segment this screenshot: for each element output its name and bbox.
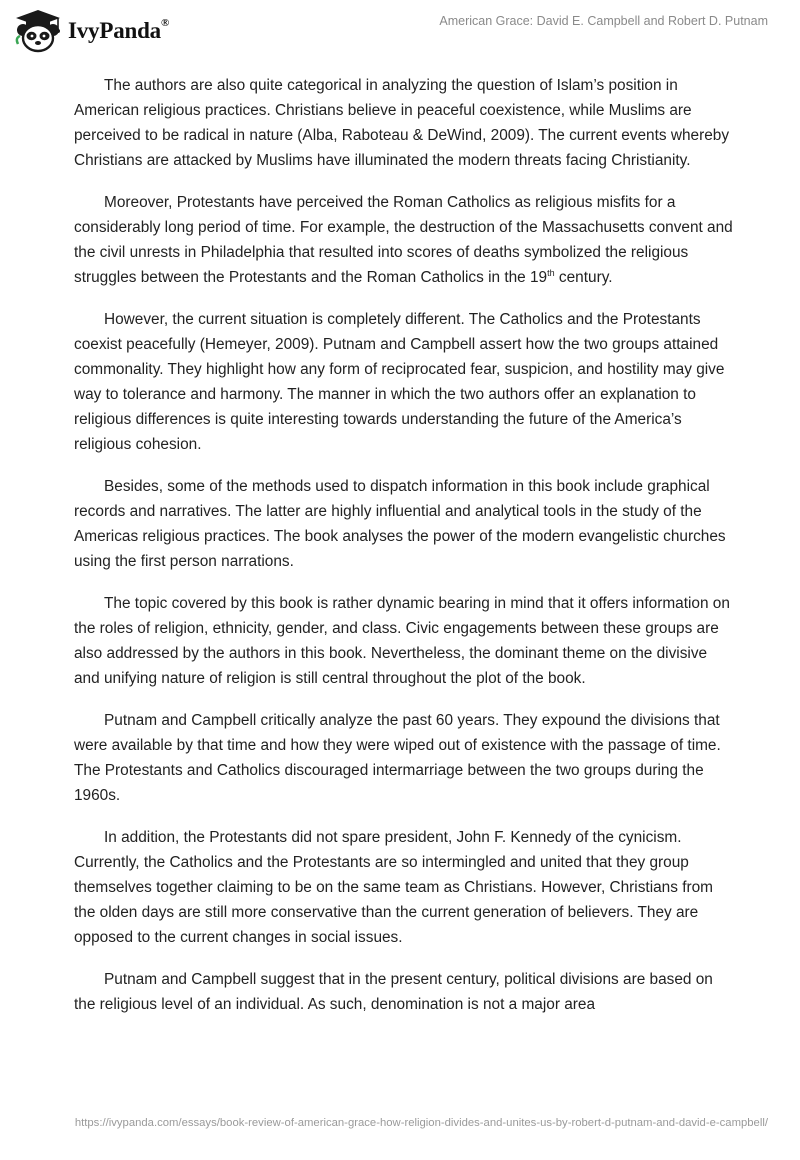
paragraph-text: century. <box>554 269 613 286</box>
document-title: American Grace: David E. Campbell and Robert D. Putnam <box>439 14 768 28</box>
panda-graduate-icon <box>14 8 62 54</box>
page-header <box>0 0 800 70</box>
paragraph: Putnam and Campbell critically analyze the past 60 years. They expound the divisions that were available by that time and how they were wiped out of existence with the passage of time. The Protestants and Catholics discouraged intermarriage between the two groups during the 1960s. <box>74 712 721 804</box>
logo[interactable] <box>14 8 169 54</box>
superscript: th <box>547 267 555 278</box>
paragraph: However, the current situation is completely different. The Catholics and the Protestants coexist peacefully (Hemeyer, 2009). Putnam and Campbell assert how the two groups attained commonality. They highlight how any form of reciprocated fear, suspicion, and hostility may give way to tolerance and harmony. The manner in which the two authors offer an explanation to religious differences is quite interesting towards understanding the future of the America’s religious cohesion. <box>74 311 725 453</box>
source-url[interactable]: https://ivypanda.com/essays/book-review-of-american-grace-how-religion-divides-and-unites-us-by-robert-d-putnam-and-david-e-campbell/ <box>74 1117 768 1129</box>
paragraph-text: Moreover, Protestants have perceived the Roman Catholics as religious misfits for a considerably long period of time. For example, the destruction of the Massachusetts convent and the civil unrests in Philadelphia that resulted into scores of deaths symbolized the religious struggles between the Protestants and the Roman Catholics in the 19 <box>74 194 733 286</box>
registered-mark: ® <box>160 17 170 30</box>
paragraph: The topic covered by this book is rather dynamic bearing in mind that it offers information on the roles of religion, ethnicity, gender, and class. Civic engagements between these groups are also addressed by the authors in this book. Nevertheless, the dominant theme on the divisive and unifying nature of religion is still central throughout the plot of the book. <box>74 595 730 687</box>
paragraph: Besides, some of the methods used to dispatch information in this book include graphical records and narratives. The latter are highly influential and analytical tools in the study of the Americas religious practices. The book analyses the power of the modern evangelistic churches using the first person narrations. <box>74 478 726 570</box>
paragraph <box>74 190 734 290</box>
essay-body <box>74 73 734 1034</box>
paragraph: Putnam and Campbell suggest that in the present century, political divisions are based on the religious level of an individual. As such, denomination is not a major area <box>74 971 713 1013</box>
paragraph: The authors are also quite categorical in analyzing the question of Islam’s position in American religious practices. Christians believe in peaceful coexistence, while Muslims are perceived to be radical in nature (Alba, Raboteau & DeWind, 2009). The current events whereby Christians are attacked by Muslims have illuminated the modern threats facing Christianity. <box>74 77 730 169</box>
paragraph: In addition, the Protestants did not spare president, John F. Kennedy of the cynicism. Currently, the Catholics and the Protestants are so intermingled and united that they group themselves together claiming to be on the same team as Christians. However, Christians from the olden days are still more conservative than the current generation of believers. They are opposed to the current changes in social issues. <box>74 829 713 946</box>
logo-text: IvyPanda® <box>68 17 170 43</box>
